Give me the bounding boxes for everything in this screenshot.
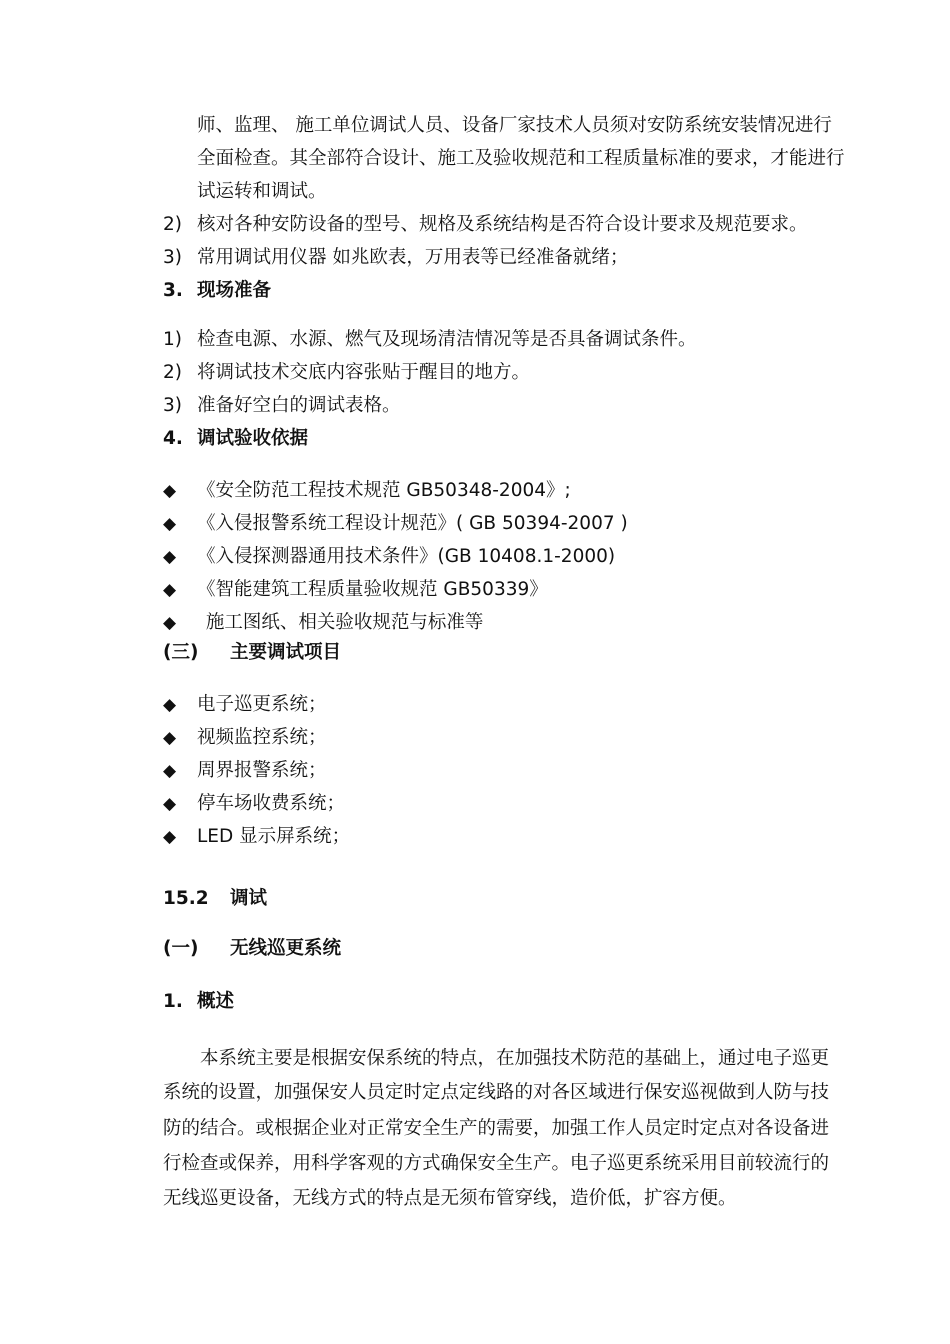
paragraph-line: 本系统主要是根据安保系统的特点，在加强技术防范的基础上，通过电子巡更 bbox=[200, 1048, 830, 1069]
list-item: 停车场收费系统； bbox=[197, 793, 346, 814]
list-number: 3) bbox=[163, 247, 182, 268]
section-number: (一) bbox=[163, 938, 199, 959]
section-number: 3. bbox=[163, 280, 183, 301]
intro-line-1: 师、监理、 施工单位调试人员、设备厂家技术人员须对安防系统安装情况进行 bbox=[197, 115, 832, 136]
section-number: 1. bbox=[163, 991, 183, 1012]
diamond-bullet-icon: ◆ bbox=[163, 481, 177, 501]
paragraph-line: 行检查或保养，用科学客观的方式确保安全生产。电子巡更系统采用目前较流行的 bbox=[163, 1153, 830, 1174]
intro-line-3: 试运转和调试。 bbox=[197, 181, 327, 202]
section-number: (三) bbox=[163, 642, 199, 663]
intro-line-2: 全面检查。其全部符合设计、施工及验收规范和工程质量标准的要求，才能进行 bbox=[197, 148, 845, 169]
diamond-bullet-icon: ◆ bbox=[163, 613, 177, 633]
list-item: 周界报警系统； bbox=[197, 760, 327, 781]
list-number: 1) bbox=[163, 329, 182, 350]
diamond-bullet-icon: ◆ bbox=[163, 547, 177, 567]
list-item: 检查电源、水源、燃气及现场清洁情况等是否具备调试条件。 bbox=[197, 329, 697, 350]
list-item: 《安全防范工程技术规范 GB50348-2004》; bbox=[197, 480, 571, 501]
list-item: 施工图纸、相关验收规范与标准等 bbox=[200, 612, 484, 633]
list-item: 电子巡更系统； bbox=[197, 694, 327, 715]
diamond-bullet-icon: ◆ bbox=[163, 514, 177, 534]
section-heading: 现场准备 bbox=[197, 280, 272, 301]
paragraph-line: 防的结合。或根据企业对正常安全生产的需要，加强工作人员定时定点对各设备进 bbox=[163, 1118, 830, 1139]
diamond-bullet-icon: ◆ bbox=[163, 695, 177, 715]
section-heading: 调试 bbox=[230, 888, 268, 909]
diamond-bullet-icon: ◆ bbox=[163, 827, 177, 847]
diamond-bullet-icon: ◆ bbox=[163, 761, 177, 781]
list-number: 2) bbox=[163, 214, 182, 235]
paragraph-line: 系统的设置，加强保安人员定时定点定线路的对各区域进行保安巡视做到人防与技 bbox=[163, 1082, 830, 1103]
list-item: 视频监控系统； bbox=[197, 727, 327, 748]
list-number: 2) bbox=[163, 362, 182, 383]
diamond-bullet-icon: ◆ bbox=[163, 580, 177, 600]
list-item: 《入侵报警系统工程设计规范》( GB 50394-2007 ) bbox=[197, 513, 628, 534]
section-heading: 调试验收依据 bbox=[197, 428, 309, 449]
list-number: 3) bbox=[163, 395, 182, 416]
diamond-bullet-icon: ◆ bbox=[163, 728, 177, 748]
section-heading: 概述 bbox=[197, 991, 235, 1012]
list-item: 将调试技术交底内容张贴于醒目的地方。 bbox=[197, 362, 531, 383]
section-number: 4. bbox=[163, 428, 183, 449]
list-item: 《智能建筑工程质量验收规范 GB50339》 bbox=[197, 579, 548, 600]
list-item: 准备好空白的调试表格。 bbox=[197, 395, 401, 416]
list-item: LED 显示屏系统； bbox=[197, 826, 351, 847]
diamond-bullet-icon: ◆ bbox=[163, 794, 177, 814]
list-item: 《入侵探测器通用技术条件》(GB 10408.1-2000) bbox=[197, 546, 616, 567]
section-heading: 主要调试项目 bbox=[230, 642, 342, 663]
paragraph-line: 无线巡更设备，无线方式的特点是无须布管穿线，造价低，扩容方便。 bbox=[163, 1188, 737, 1209]
list-item: 常用调试用仪器 如兆欧表，万用表等已经准备就绪； bbox=[197, 247, 629, 268]
section-number: 15.2 bbox=[163, 888, 209, 909]
list-item: 核对各种安防设备的型号、规格及系统结构是否符合设计要求及规范要求。 bbox=[197, 214, 808, 235]
section-heading: 无线巡更系统 bbox=[230, 938, 342, 959]
